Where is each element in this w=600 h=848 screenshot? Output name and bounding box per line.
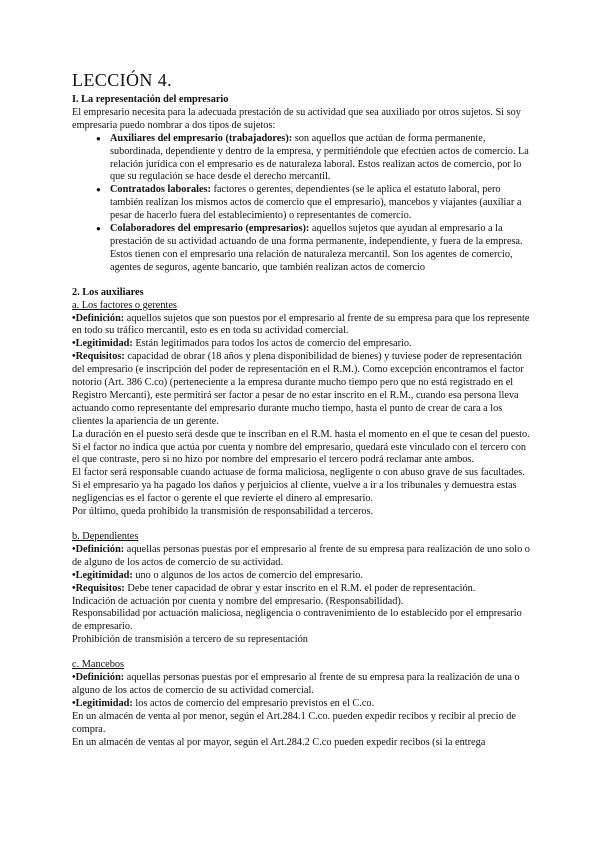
subsection-c-title: c. Mancebos — [72, 659, 125, 671]
definition-text: aquellas personas puestas por el empresario al frente de su empresa para realización de uno solo o de alguno de los actos de comercio de su actividad. — [72, 543, 530, 568]
definition-label: •Definición: — [72, 312, 125, 324]
spacer — [72, 275, 532, 287]
section2-heading: 2. Los auxiliares — [72, 286, 144, 298]
b-definition — [72, 544, 532, 570]
section1-heading: I. La representación del empresario — [72, 94, 229, 105]
legitimidad-label: •Legitimidad: — [72, 697, 133, 709]
legitimidad-label: •Legitimidad: — [72, 569, 133, 581]
legitimidad-text: los actos de comercio del empresario previstos en el C.co. — [132, 697, 375, 709]
a-legitimidad — [72, 338, 532, 351]
section1-intro: El empresario necesita para la adecuada prestación de su actividad que sea auxiliado por otros sujetos. Si soy empresaria puedo nombrar a dos tipos de sujetos: — [72, 106, 521, 131]
b-paragraph-indicacion: Indicación de actuación por cuenta y nombre del empresario. (Responsabilidad). — [72, 595, 404, 607]
section1-bullet-list — [72, 133, 532, 275]
a-paragraph-duracion: La duración en el puesto será desde que te inscriban en el R.M. hasta el momento en el que te cesan del puesto. — [72, 428, 530, 440]
document-page — [72, 70, 532, 750]
spacer — [72, 519, 532, 531]
bullet-item — [96, 184, 532, 223]
bullet-term: Contratados laborales: — [110, 184, 211, 196]
a-paragraph-responsable: El factor será responsable cuando actuase de forma maliciosa, negligente o con abuso grave de sus facultades. Si el empresario ya ha pagado los daños y perjuicios al cliente, vuelve a ir a los tribunales y demuestra estas negligencias es el factor o gerente el que revierte el dinero al empresario. — [72, 467, 525, 505]
requisitos-text: capacidad de obrar (18 años y plena disponibilidad de bienes) y tuviese poder de representación del empresario (e inscripción del poder de representación en el R.M.). Como excepción encontramos el factor notorio (Art. 386 C.co) (perteneciente a la empresa durante mucho tiempo pero que no está registrado en el Registro Mercanti), este permitirá ser factor a pesar de no estar inscrito en el R.M., cuando esa persona lleva actuando como representante del empresario durante mucho tiempo, hasta el punto de crear de cara a los clientes la apariencia de un gerente. — [72, 351, 524, 427]
definition-label: •Definición: — [72, 543, 125, 555]
definition-text: aquellos sujetos que son puestos por el empresario al frente de su empresa para que los represente en todo su tráfico mercantil, esto es en toda su actividad comercial. — [72, 312, 530, 337]
b-requisitos — [72, 583, 532, 596]
a-paragraph-factor: Si el factor no indica que actúa por cuenta y nombre del empresario, quedará este vinculado con el tercero con el que contraste, pero si no hizo por nombre del empresario el tercero podrá reclamar ante ambos. — [72, 441, 527, 466]
subsection-b-title: b. Dependientes — [72, 531, 139, 542]
legitimidad-text: uno o algunos de los actos de comercio del empresario. — [132, 569, 363, 581]
bullet-term: Colaboradores del empresario (empresarios): — [110, 223, 310, 235]
bullet-text: son aquellos que actúan de forma permanente, subordinada, dependiente y dentro de la empresa, y permitiéndole que efectúen actos de comercio. La relación jurídica con el empresario es de naturaleza laboral. Estos realizan actos de comercio, por lo que su regulación se hace desde el derecho mercantil. — [110, 132, 529, 183]
subsection-a-title: a. Los factores o gerentes — [72, 299, 177, 311]
b-paragraph-responsabilidad: Responsabilidad por actuación maliciosa, negligencia o contravenimiento de lo establecido por el empresario de empresario. — [72, 608, 522, 633]
bullet-text: aquellos sujetos que ayudan al empresario a la prestación de su actividad actuando de una forma permanente, independiente, y fuera de la empresa. Estos tienen con el empresario una relación de naturaleza mercantil. Son los agentes de comercio, agentes de seguros, agente bancario, que también realizan actos de comercio — [110, 223, 523, 273]
c-legitimidad — [72, 698, 532, 711]
bullet-term: Auxiliares del empresario (trabajadores): — [110, 132, 293, 144]
legitimidad-text: Están legitimados para todos los actos de comercio del empresario. — [132, 338, 412, 350]
definition-text: aquellas personas puestas por el empresario al frente de su empresa para la realización de una o alguno de los actos de comercio de su actividad comercial. — [72, 672, 520, 696]
requisitos-label: •Requisitos: — [72, 351, 125, 363]
lesson-title: LECCIÓN 4. — [72, 70, 172, 90]
legitimidad-label: •Legitimidad: — [72, 338, 133, 350]
bullet-item — [96, 223, 532, 275]
b-paragraph-prohibicion: Prohibición de transmisión a tercero de su representación — [72, 634, 308, 646]
c-paragraph-por-mayor: En un almacén de ventas al por mayor, según el Art.284.2 C.co pueden expedir recibos (si la entrega — [72, 736, 486, 748]
bullet-text: factores o gerentes, dependientes (se le aplica el estatuto laboral, pero también realizan los mismos actos de comercio que el empresario), mancebos y viajantes (auxiliar a pesar de hacerlo fuera del establecimiento) o representantes de comercio. — [110, 184, 522, 222]
a-definition — [72, 313, 532, 339]
a-paragraph-prohibicion: Por último, queda prohibido la transmisión de responsabilidad a terceros. — [72, 506, 374, 518]
c-definition — [72, 672, 532, 698]
requisitos-text: Debe tener capacidad de obrar y estar inscrito en el R.M. el poder de representación. — [124, 582, 476, 594]
b-legitimidad — [72, 570, 532, 583]
requisitos-label: •Requisitos: — [72, 582, 125, 594]
spacer — [72, 647, 532, 659]
c-paragraph-por-menor: En un almacén de venta al por menor, según el Art.284.1 C.co. pueden expedir recibos y recibir al precio de compra. — [72, 710, 516, 735]
a-requisitos — [72, 351, 532, 428]
bullet-item — [96, 133, 532, 185]
definition-label: •Definición: — [72, 672, 125, 684]
